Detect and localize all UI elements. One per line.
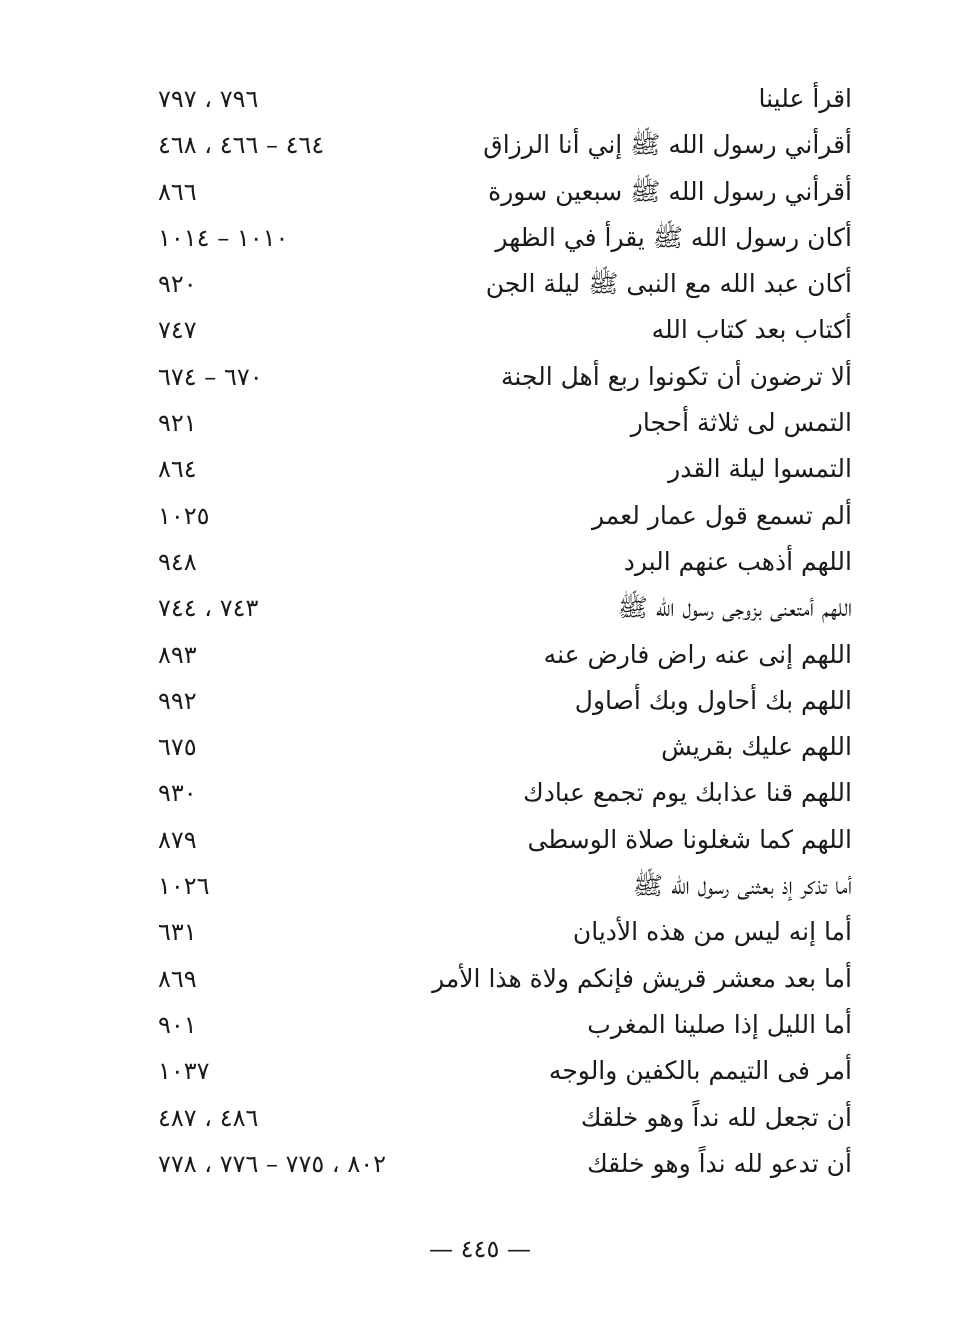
index-entry — [150, 541, 860, 587]
index-entry — [150, 1143, 860, 1189]
entry-phrase: أقرأني رسول الله ﷺ إني أنا الرزاق — [483, 130, 852, 160]
index-entry — [150, 309, 860, 355]
entry-phrase: اللهم إنى عنه راض فارض عنه — [543, 639, 852, 669]
entry-references: ٧٤٧ — [158, 316, 197, 345]
entry-references: ٨٠٢ ، ٧٧٥ – ٧٧٦ ، ٧٧٨ — [158, 1149, 386, 1178]
entry-references: ٩٤٨ — [158, 547, 197, 576]
entry-references: ٨٩٣ — [158, 640, 197, 669]
entry-references: ٨٦٩ — [158, 964, 197, 993]
entry-references: ٩٣٠ — [158, 779, 197, 808]
hadith-index-list — [150, 78, 860, 1189]
entry-phrase: أقرأني رسول الله ﷺ سبعين سورة — [488, 176, 852, 206]
entry-phrase: اللهم عليك بقريش — [661, 732, 852, 762]
entry-references: ٨٦٦ — [158, 177, 197, 206]
entry-references: ١٠٢٥ — [158, 501, 210, 530]
entry-phrase: أن تجعل لله نداً وهو خلقك — [580, 1102, 852, 1132]
index-entry — [150, 726, 860, 772]
entry-references: ٦٧٥ — [158, 733, 197, 762]
entry-phrase: أما إنه ليس من هذه الأديان — [572, 917, 852, 947]
entry-references: ٤٨٦ ، ٤٨٧ — [158, 1103, 259, 1132]
entry-phrase: اللهم بك أحاول وبك أصاول — [574, 685, 852, 715]
index-entry — [150, 1004, 860, 1050]
index-entry — [150, 911, 860, 957]
entry-phrase: اللهم قنا عذابك يوم تجمع عبادك — [523, 778, 852, 808]
entry-references: ٧٤٣ ، ٧٤٤ — [158, 594, 259, 623]
index-entry — [150, 819, 860, 865]
entry-references: ١٠٢٦ — [158, 872, 210, 901]
entry-references: ٤٦٤ – ٤٦٦ ، ٤٦٨ — [158, 131, 325, 160]
entry-phrase: التمسوا ليلة القدر — [668, 454, 852, 484]
entry-phrase: أكان رسول الله ﷺ يقرأ في الظهر — [495, 222, 852, 252]
index-entry — [150, 448, 860, 494]
index-entry — [150, 402, 860, 448]
index-entry — [150, 124, 860, 170]
entry-phrase: أمر فى التيمم بالكفين والوجه — [548, 1056, 852, 1086]
index-entry — [150, 865, 860, 911]
entry-references: ٨٧٩ — [158, 825, 197, 854]
entry-phrase: اللهم أمتعنى بزوجى رسول الله ﷺ — [617, 593, 852, 623]
entry-references: ١٠٣٧ — [158, 1057, 210, 1086]
entry-references: ٧٩٦ ، ٧٩٧ — [158, 85, 259, 113]
index-entry — [150, 171, 860, 217]
index-entry — [150, 217, 860, 263]
index-entry — [150, 78, 860, 124]
entry-phrase: اللهم أذهب عنهم البرد — [623, 546, 852, 576]
entry-references: ٩٠١ — [158, 1010, 197, 1039]
index-entry — [150, 772, 860, 818]
index-entry — [150, 1097, 860, 1143]
entry-references: ٩٢١ — [158, 409, 197, 438]
entry-references: ٩٢٠ — [158, 270, 197, 299]
entry-references: ٩٩٢ — [158, 686, 197, 715]
index-entry — [150, 680, 860, 726]
entry-phrase: أما بعد معشر قريش فإنكم ولاة هذا الأمر — [432, 963, 852, 993]
index-entry — [150, 958, 860, 1004]
entry-phrase: اللهم كما شغلونا صلاة الوسطى — [527, 824, 852, 854]
index-entry — [150, 495, 860, 541]
entry-references: ١٠١٠ – ١٠١٤ — [158, 223, 289, 252]
entry-phrase: أكتاب بعد كتاب الله — [651, 315, 852, 345]
entry-phrase: أن تدعو لله نداً وهو خلقك — [587, 1148, 852, 1178]
entry-phrase: ألم تسمع قول عمار لعمر — [591, 500, 852, 530]
entry-phrase: التمس لى ثلاثة أحجار — [630, 408, 852, 438]
entry-phrase: أما تذكر إذ بعثنى رسول الله ﷺ — [632, 871, 852, 901]
entry-references: ٦٧٠ – ٦٧٤ — [158, 362, 263, 391]
entry-references: ٨٦٤ — [158, 455, 197, 484]
entry-phrase: أما الليل إذا صلينا المغرب — [587, 1009, 852, 1039]
index-entry — [150, 356, 860, 402]
page-number: — ٤٤٥ — — [429, 1235, 531, 1263]
index-entry — [150, 1050, 860, 1096]
index-entry — [150, 263, 860, 309]
index-entry — [150, 634, 860, 680]
index-entry — [150, 587, 860, 633]
entry-phrase: أكان عبد الله مع النبى ﷺ ليلة الجن — [485, 269, 852, 299]
entry-phrase: ألا ترضون أن تكونوا ربع أهل الجنة — [501, 361, 852, 391]
entry-references: ٦٣١ — [158, 918, 197, 947]
entry-phrase: اقرأ علينا — [758, 84, 852, 113]
